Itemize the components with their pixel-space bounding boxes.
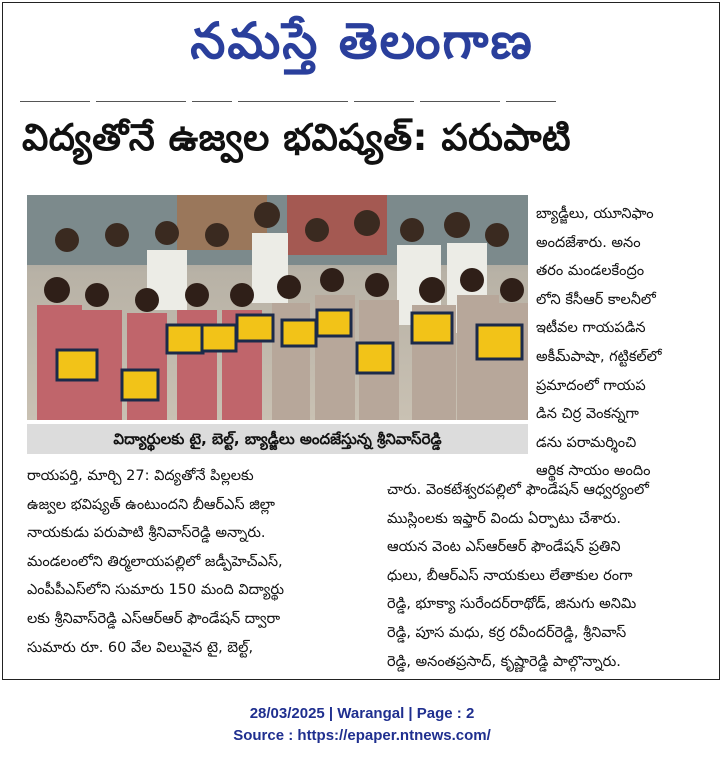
clipped-text-line-bottom: [160, 683, 560, 691]
text-line: రెడ్డి, అనంతప్రసాద్, కృష్ణారెడ్డి పాల్గొన్నారు.: [387, 653, 621, 670]
text-line: ప్రమాదంలో గాయప: [536, 377, 646, 394]
photo-illustration: [27, 195, 528, 420]
text-line: అకీమ్‌పాషా, గట్టికల్‌లో: [536, 348, 662, 365]
newspaper-masthead: నమస్తే తెలంగాణ: [190, 12, 534, 70]
text-line: రాయపర్తి, మార్చి 27: విద్యతోనే పిల్లలకు: [27, 468, 254, 484]
text-line: రెడ్డి, భూక్యా సురేందర్‌రాథోడ్, జినుగు అనిమి: [387, 596, 637, 613]
footer-date-edition: 28/03/2025 | Warangal | Page : 2: [249, 705, 475, 722]
text-line: ముస్లింలకు ఇఫ్తార్ విందు ఏర్పాటు చేశారు.: [387, 510, 621, 527]
article-body-left: [27, 462, 377, 662]
text-line: మండలంలోని తిర్మలాయపల్లిలో జడ్పీహెచ్‌ఎస్,: [27, 553, 283, 570]
text-line: లకు శ్రీనివాస్‌రెడ్డి ఎస్‌ఆర్‌ఆర్ ఫౌండేషన్ ద్వారా: [27, 610, 281, 627]
article-body-right: [387, 476, 717, 676]
photo-caption: విద్యార్థులకు టై, బెల్ట్, బ్యాడ్జీలు అందజేస్తున్న శ్రీనివాస్‌రెడ్డి: [27, 424, 528, 454]
text-line: అందజేశారు. అనం: [536, 234, 641, 251]
text-line: డిన చిర్ర వెంకన్నగా: [536, 406, 639, 423]
page-footer: [0, 703, 724, 747]
text-line: నాయకుడు పరుపాటి శ్రీనివాస్‌రెడ్డి అన్నారు.: [27, 525, 266, 542]
text-line: ఉజ్వల భవిష్యత్ ఉంటుందని బీఆర్‌ఎస్ జిల్లా: [27, 496, 275, 513]
footer-source-link[interactable]: Source : https://epaper.ntnews.com/: [233, 727, 491, 744]
right-column-text: [536, 200, 712, 486]
text-line: ఆర్థిక సాయం అందిం: [536, 463, 651, 480]
text-line: డను పరామర్శించి: [536, 434, 637, 451]
article-headline: విద్యతోనే ఉజ్వల భవిష్యత్: పరుపాటి: [22, 116, 572, 159]
text-line: బ్యాడ్జీలు, యూనిఫాం: [536, 206, 654, 222]
text-line: తరం మండలకేంద్రం: [536, 263, 645, 280]
text-line: ఇటీవల గాయపడిన: [536, 320, 646, 337]
text-line: లోని కేసీఆర్ కాలనీలో: [536, 291, 656, 308]
text-line: చారు. వెంకటేశ్వరపల్లిలో ఫౌండేషన్ ఆధ్వర్యంలో: [387, 482, 649, 498]
text-line: ఎంపీపీఎస్‌లోని సుమారు 150 మంది విద్యార్థు: [27, 582, 284, 599]
text-line: ఆయన వెంట ఎస్‌ఆర్‌ఆర్ ఫౌండేషన్ ప్రతిని: [387, 539, 621, 556]
text-line: రెడ్డి, పూస మధు, కర్ర రవీందర్‌రెడ్డి, శ్రీనివాస్: [387, 624, 627, 641]
text-line: సుమారు రూ. 60 వేల విలువైన టై, బెల్ట్,: [27, 639, 254, 656]
article-photo: [27, 195, 528, 420]
text-line: ధులు, బీఆర్‌ఎస్ నాయకులు లేతాకుల రంగా: [387, 567, 633, 584]
clipped-text-line-top: [20, 92, 610, 102]
